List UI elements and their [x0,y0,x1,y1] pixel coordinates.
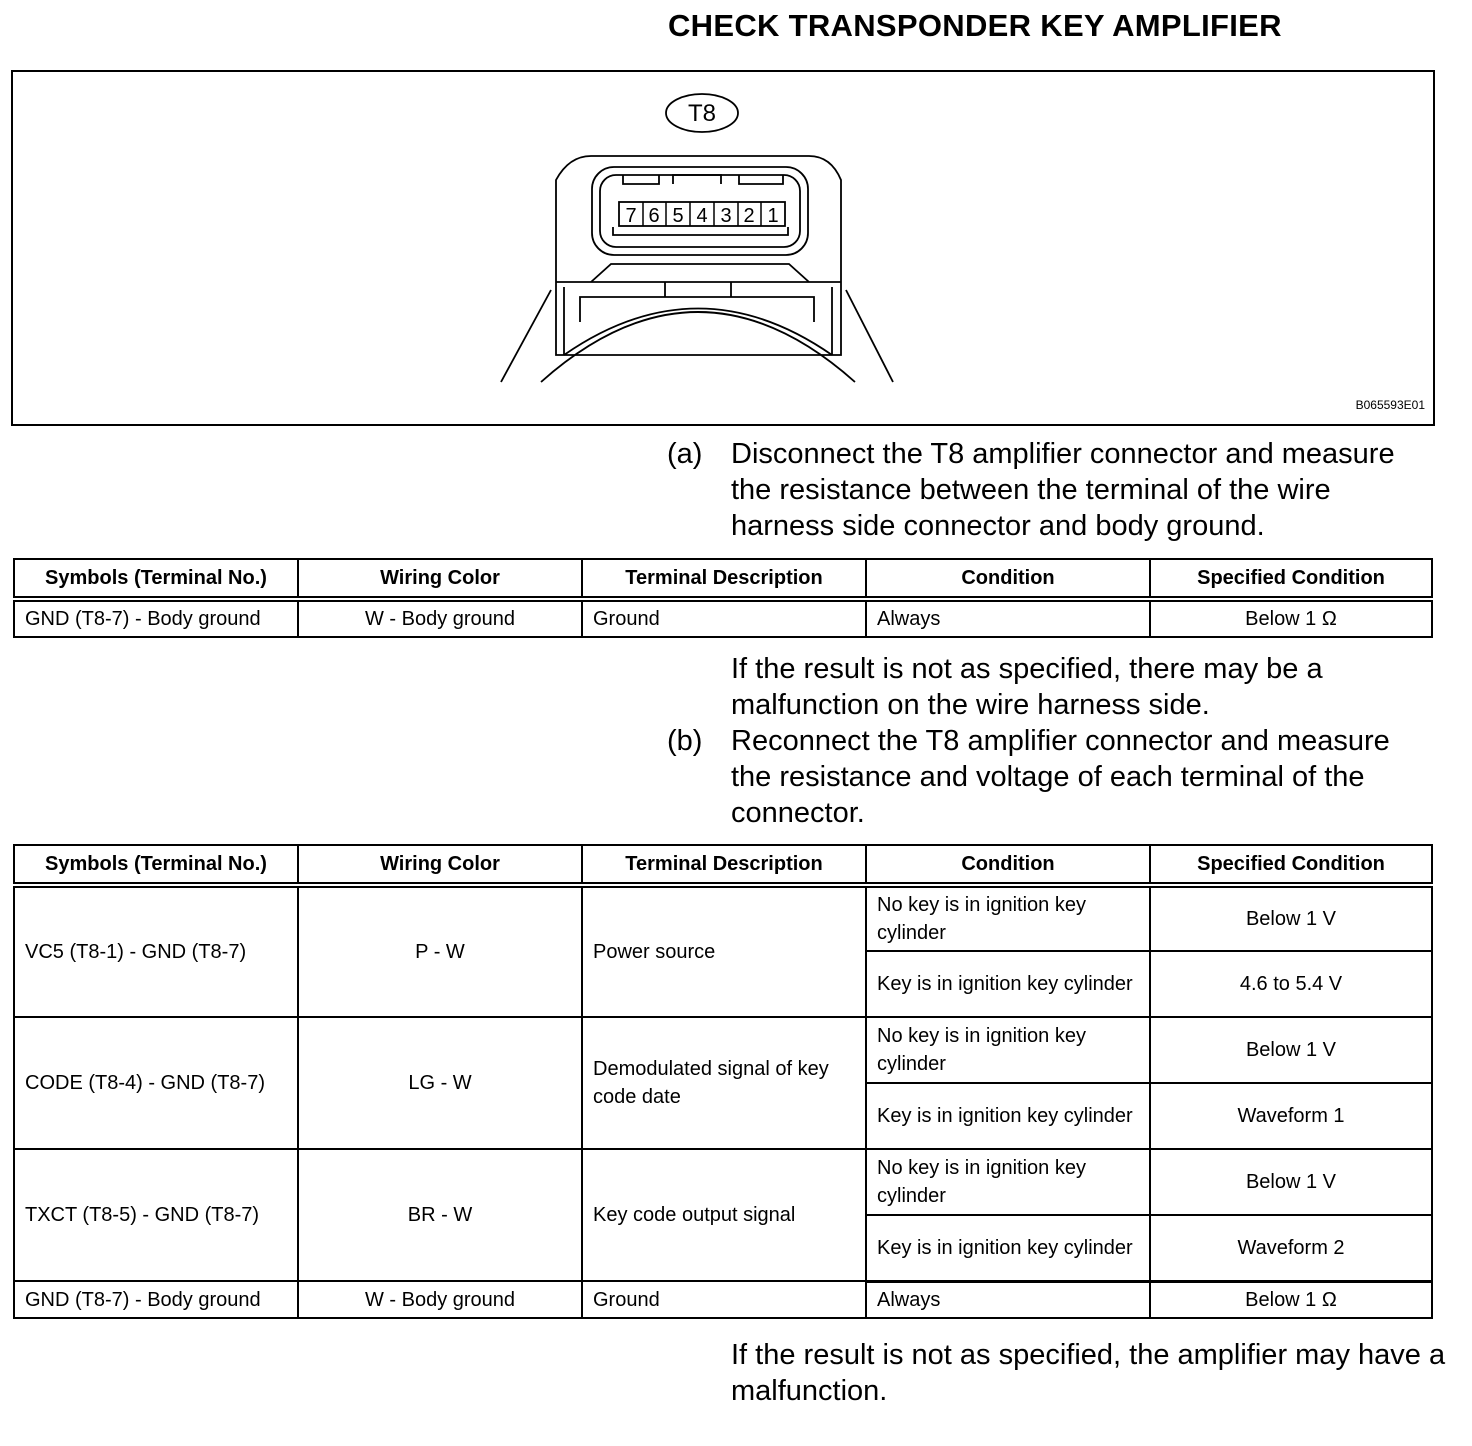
cell-condition: Key is in ignition key cylinder [866,1083,1150,1149]
page-title: CHECK TRANSPONDER KEY AMPLIFIER [668,8,1282,43]
cell-wiring-color: W - Body ground [298,1281,582,1318]
cell-description: Demodulated signal of key code date [582,1017,866,1149]
pin-label: 1 [767,205,779,227]
cell-spec: Waveform 1 [1150,1083,1432,1149]
pin-label: 4 [696,205,708,227]
cell-wiring-color: W - Body ground [298,599,582,637]
spec-table-2 [13,844,1433,1319]
cell-condition: No key is in ignition key cylinder [866,1149,1150,1215]
table-row [14,1281,1432,1318]
cell-wiring-color: LG - W [298,1017,582,1149]
note-b: If the result is not as specified, the amplifier may have a malfunction. [731,1339,1446,1407]
table-row [14,885,1432,951]
cell-wiring-color: P - W [298,885,582,1017]
col-header-condition: Condition [866,845,1150,885]
col-header-condition: Condition [866,559,1150,599]
step-b-letter: (b) [667,725,703,757]
cell-spec: Below 1 V [1150,885,1432,951]
cell-symbols: CODE (T8-4) - GND (T8-7) [14,1017,298,1149]
table-row [14,1149,1432,1215]
step-a-text: Disconnect the T8 amplifier connector and measure the resistance between the terminal of the wire harness side connector and body ground. [731,438,1395,542]
cell-description: Ground [582,1281,866,1318]
cell-description: Power source [582,885,866,1017]
pin-label: 5 [672,205,684,227]
pin-label: 7 [625,205,637,227]
pin-label: 6 [648,205,660,227]
cell-spec: Below 1 V [1150,1149,1432,1215]
col-header-description: Terminal Description [582,845,866,885]
spec-table-1 [13,558,1433,638]
col-header-symbols: Symbols (Terminal No.) [14,845,298,885]
table-row [14,599,1432,637]
cell-spec: Below 1 Ω [1150,599,1432,637]
pin-label: 3 [720,205,732,227]
pin-label: 2 [743,205,755,227]
cell-symbols: VC5 (T8-1) - GND (T8-7) [14,885,298,1017]
table-header-row [14,559,1432,599]
col-header-spec: Specified Condition [1150,845,1432,885]
col-header-wiring-color: Wiring Color [298,845,582,885]
cell-spec: Below 1 V [1150,1017,1432,1083]
col-header-description: Terminal Description [582,559,866,599]
cell-description: Ground [582,599,866,637]
note-a: If the result is not as specified, there may be a malfunction on the wire harness side. [731,653,1323,721]
connector-label: T8 [687,100,717,127]
connector-figure [11,70,1435,426]
col-header-spec: Specified Condition [1150,559,1432,599]
cell-spec: 4.6 to 5.4 V [1150,951,1432,1017]
figure-id: B065593E01 [1355,398,1425,412]
table-header-row [14,845,1432,885]
cell-symbols: GND (T8-7) - Body ground [14,1281,298,1318]
pin-row [619,202,785,227]
cell-wiring-color: BR - W [298,1149,582,1281]
cell-condition: Always [866,599,1150,637]
cell-spec: Below 1 Ω [1150,1281,1432,1318]
cell-description: Key code output signal [582,1149,866,1281]
table-row [14,1017,1432,1083]
step-b-text: Reconnect the T8 amplifier connector and measure the resistance and voltage of each terminal of the connector. [731,725,1390,829]
cell-spec: Waveform 2 [1150,1215,1432,1281]
cell-symbols: GND (T8-7) - Body ground [14,599,298,637]
col-header-wiring-color: Wiring Color [298,559,582,599]
col-header-symbols: Symbols (Terminal No.) [14,559,298,599]
connector-drawing [13,72,1433,424]
cell-condition: Key is in ignition key cylinder [866,1215,1150,1281]
cell-condition: Key is in ignition key cylinder [866,951,1150,1017]
cell-condition: No key is in ignition key cylinder [866,885,1150,951]
cell-condition: No key is in ignition key cylinder [866,1017,1150,1083]
step-a-letter: (a) [667,438,703,470]
cell-symbols: TXCT (T8-5) - GND (T8-7) [14,1149,298,1281]
cell-condition: Always [866,1281,1150,1318]
